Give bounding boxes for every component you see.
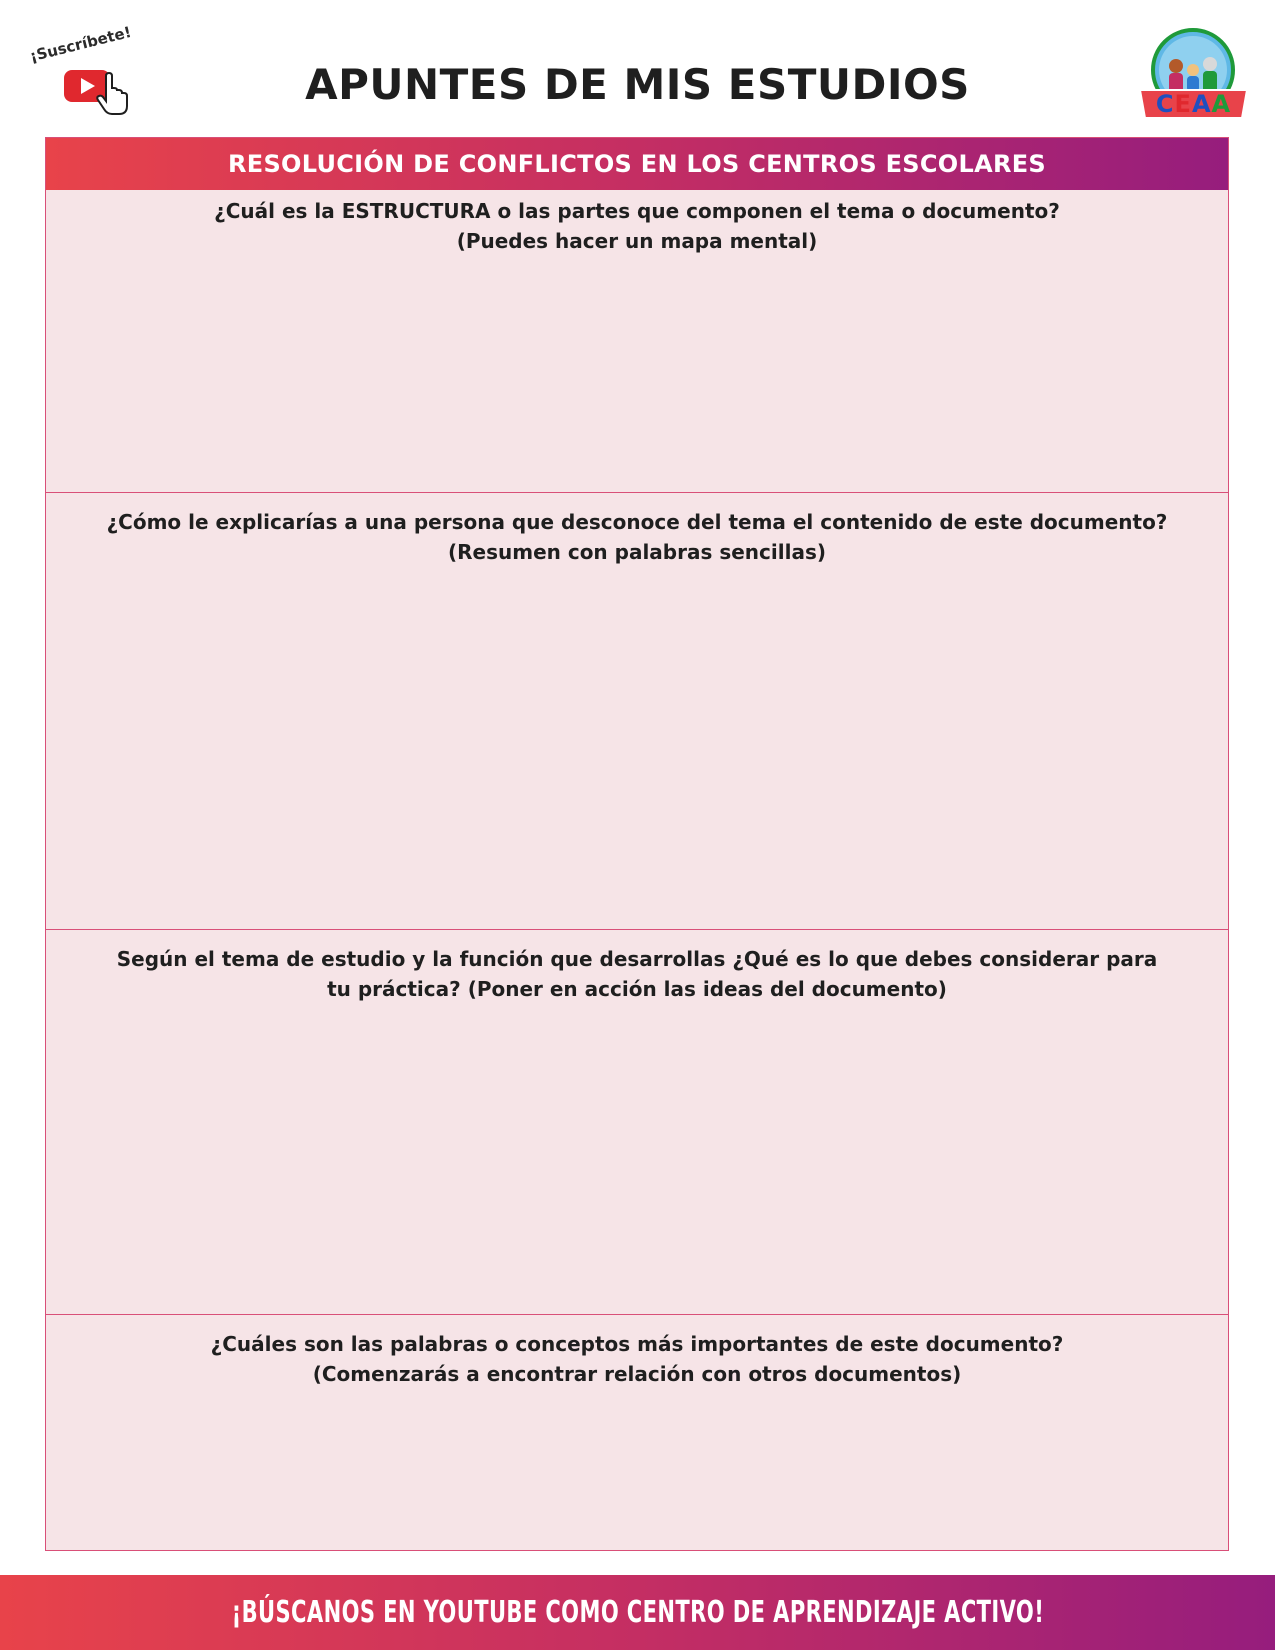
section-summary[interactable] — [46, 492, 1228, 929]
section-structure[interactable] — [46, 190, 1228, 492]
section-practice[interactable] — [46, 929, 1228, 1314]
footer-banner — [0, 1575, 1275, 1650]
question-line-1: ¿Cómo le explicarías a una persona que desconoce del tema el contenido de este documento? — [106, 510, 1168, 534]
question-line-1: ¿Cuáles son las palabras o conceptos más importantes de este documento? — [210, 1332, 1064, 1356]
question-line-2: (Resumen con palabras sencillas) — [447, 540, 827, 564]
logo-letters: C E A A — [1155, 90, 1232, 118]
notes-sheet — [45, 137, 1229, 1551]
question-line-2: tu práctica? (Poner en acción las ideas del documento) — [327, 977, 947, 1001]
footer-text: ¡BÚSCANOS EN YOUTUBE COMO CENTRO DE APRENDIZAJE ACTIVO! — [231, 1595, 1044, 1630]
sheet-title: RESOLUCIÓN DE CONFLICTOS EN LOS CENTROS ESCOLARES — [46, 138, 1228, 190]
question-line-1: ¿Cuál es la ESTRUCTURA o las partes que componen el tema o documento? — [214, 199, 1060, 223]
page-title: APUNTES DE MIS ESTUDIOS — [305, 60, 970, 109]
ceaa-logo — [1136, 26, 1251, 126]
section-key-concepts[interactable] — [46, 1314, 1228, 1550]
subscribe-label: ¡Suscríbete! — [28, 22, 134, 66]
question-line-1: Según el tema de estudio y la función que desarrollas ¿Qué es lo que debes considerar para — [116, 947, 1158, 971]
question-line-2: (Comenzarás a encontrar relación con otros documentos) — [312, 1362, 962, 1386]
question-line-2: (Puedes hacer un mapa mental) — [456, 229, 818, 253]
